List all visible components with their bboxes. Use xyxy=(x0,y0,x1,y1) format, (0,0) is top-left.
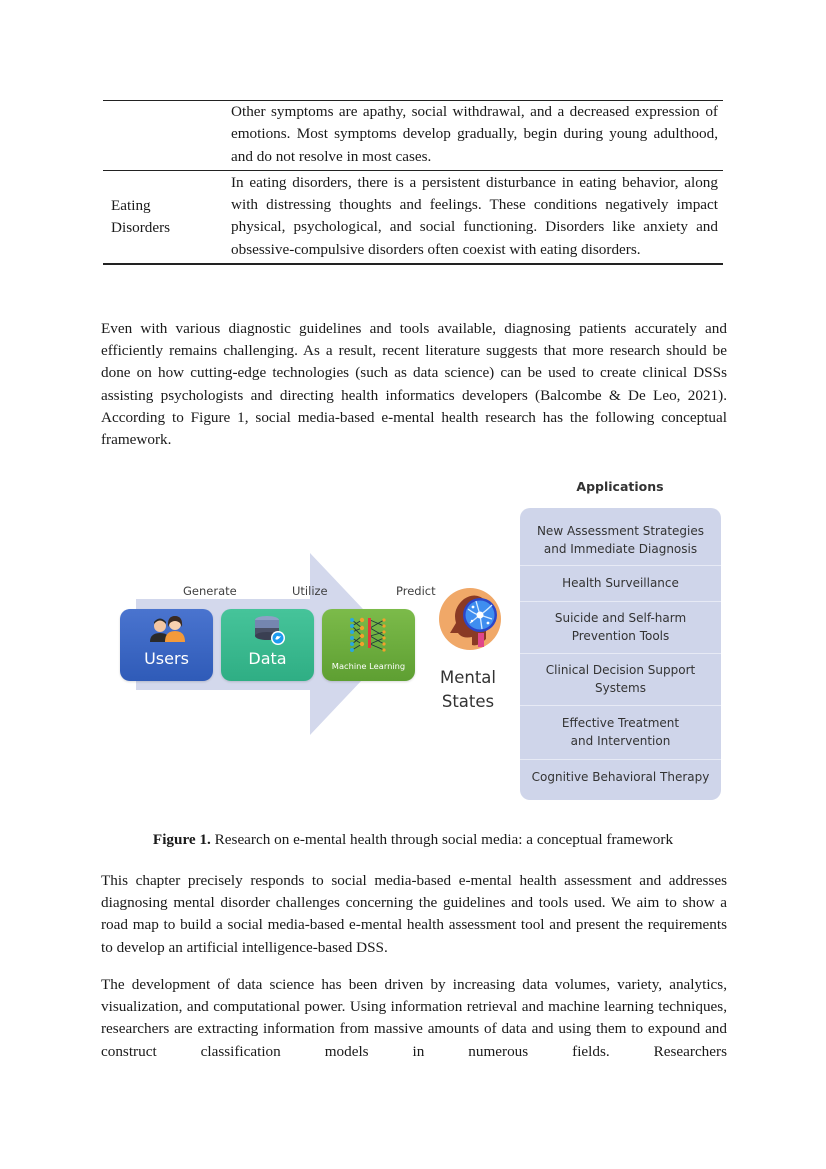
table-row xyxy=(103,101,723,170)
application-item: New Assessment Strategies and Immediate Diagnosis xyxy=(520,508,721,566)
table-row xyxy=(103,171,723,263)
table-row-label xyxy=(103,171,231,263)
body-paragraph-2: This chapter precisely responds to social media-based e-mental health assessment and addresses diagnosing mental disorder challenges concerning the guidelines and tools used. We aim to show a road map to build a social media-based e-mental health assessment tool and present the requirements to develop an artificial intelligence-based DSS. xyxy=(101,872,727,956)
eating-disorders-label: Eating Disorders xyxy=(111,196,171,236)
body-paragraph-3: The development of data science has been driven by increasing data volumes, variety, analytics, visualization, and computational power. Using information retrieval and machine learning techniques, researchers are extracting information from massive amounts of data and using them to expound and construct classification models in numerous fields. Researchers xyxy=(101,976,727,1060)
table-row-text: In eating disorders, there is a persistent disturbance in eating behavior, along with distressing thoughts and feelings. These conditions negatively impact physical, psychological, and social functioning. Disorders like anxiety and obsessive-compulsive disorders often coexist with eating disorders. xyxy=(231,173,718,258)
figure-caption xyxy=(100,831,726,849)
application-item: Health Surveillance xyxy=(520,566,721,602)
database-twitter-icon xyxy=(252,614,286,648)
applications-panel xyxy=(520,508,721,800)
table-row-label xyxy=(103,101,231,170)
ml-box-label: Machine Learning xyxy=(331,661,406,671)
head-brain-icon xyxy=(438,587,502,651)
table-row-text: Other symptoms are apathy, social withdrawal, and a decreased expression of emotions. Most symptoms develop gradually, begin during young adulthood, and do not resolve in most cases. xyxy=(231,103,718,165)
table-bottom-rule xyxy=(103,263,723,265)
application-item: Effective Treatment and Intervention xyxy=(520,706,721,760)
figure-caption-label: Figure 1. xyxy=(152,831,211,848)
step-label-predict: Predict xyxy=(396,584,436,598)
application-item: Cognitive Behavioral Therapy xyxy=(531,770,710,785)
mental-states-line-1: Mental xyxy=(439,668,496,687)
figure-caption-text: Research on e-mental health through social media: a conceptual framework xyxy=(210,831,674,848)
conceptual-framework-figure xyxy=(100,470,730,815)
data-box-label: Data xyxy=(248,649,287,668)
users-icon xyxy=(148,615,188,643)
disorders-table xyxy=(103,100,723,265)
application-item: Suicide and Self-harm Prevention Tools xyxy=(520,602,721,654)
mental-states-label xyxy=(430,666,506,714)
machine-learning-box xyxy=(322,609,415,681)
step-label-generate: Generate xyxy=(183,584,237,598)
data-box xyxy=(221,609,314,681)
applications-title: Applications xyxy=(576,479,664,494)
neural-network-icon xyxy=(348,616,390,654)
body-paragraph-1: Even with various diagnostic guidelines and tools available, diagnosing patients accurately and efficiently remains challenging. As a result, recent literature suggests that more research should be done on how cutting-edge technologies (such as data science) can be used to create clinical DSSs assisting psychologists and directing health informatics developers (Balcombe & De Leo, 2021). According to Figure 1, social media-based e-mental health research has the following conceptual framework. xyxy=(101,320,727,449)
step-label-utilize: Utilize xyxy=(292,584,328,598)
application-item: Clinical Decision Support Systems xyxy=(520,654,721,706)
mental-states-line-2: States xyxy=(441,692,495,711)
users-box-label: Users xyxy=(144,649,189,668)
users-box xyxy=(120,609,213,681)
